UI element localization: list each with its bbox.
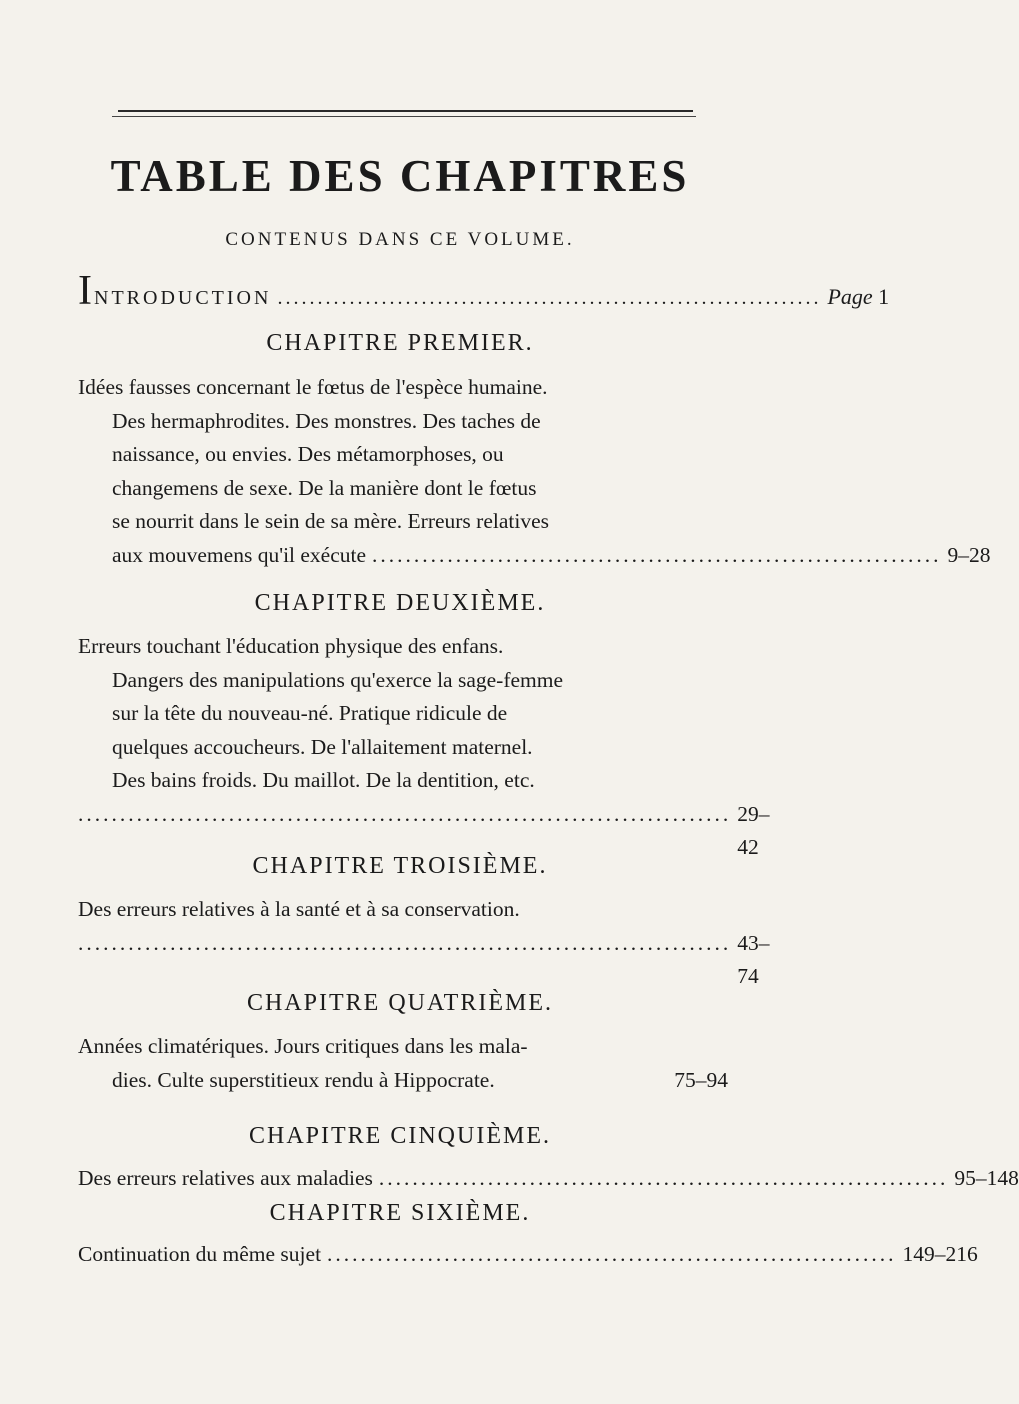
chapter-5-heading: CHAPITRE CINQUIÈME. <box>249 1123 551 1149</box>
page-title: TABLE DES CHAPITRES <box>110 151 690 201</box>
chapter-2-line: Erreurs touchant l'éducation physique des enfans. <box>78 634 504 658</box>
toc-entry-introduction <box>78 268 890 314</box>
chapter-1-last-line <box>78 539 991 573</box>
chapter-3-line: Des erreurs relatives à la santé et à sa conservation. <box>78 897 520 921</box>
chapter-5-pages: 95–148 <box>954 1166 1019 1190</box>
chapter-2-heading: CHAPITRE DEUXIÈME. <box>254 590 546 616</box>
chapter-2-line: Des bains froids. Du maillot. De la dentition, etc. <box>112 768 535 792</box>
introduction-initial: I <box>78 268 92 314</box>
chapter-1-heading: CHAPITRE PREMIER. <box>266 330 534 356</box>
chapter-4-pages: 75–94 <box>674 1067 728 1092</box>
chapter-4-summary <box>78 1030 728 1097</box>
chapter-1-line: naissance, ou envies. Des métamorphoses, ou <box>112 442 504 466</box>
chapter-1-line: Idées fausses concernant le fœtus de l'espèce humaine. <box>78 375 548 399</box>
dot-leader: .................................................................... <box>372 542 942 567</box>
chapter-4-line: dies. Culte superstitieux rendu à Hippocrate. <box>112 1067 495 1092</box>
page-subtitle: CONTENUS DANS CE VOLUME. <box>225 229 575 250</box>
chapter-1-line: Des hermaphrodites. Des monstres. Des taches de <box>112 408 541 433</box>
introduction-label-rest: NTRODUCTION <box>94 287 272 309</box>
top-rule <box>118 110 693 112</box>
dot-leader: .............................................................................. <box>78 930 732 955</box>
chapter-5-line-wrap <box>78 1162 1019 1196</box>
chapter-1-line: se nourrit dans le sein de sa mère. Erreurs relatives <box>112 509 550 533</box>
chapter-2-line: quelques accoucheurs. De l'allaitement maternel. <box>112 734 533 759</box>
chapter-3-summary <box>78 893 770 994</box>
top-rule-thin <box>112 116 696 117</box>
chapter-1-pages: 9–28 <box>947 542 991 567</box>
chapter-6-heading: CHAPITRE SIXIÈME. <box>269 1200 531 1226</box>
chapter-1-line: aux mouvemens qu'il exécute <box>112 542 367 567</box>
dot-leader: .............................................................................. <box>78 801 732 826</box>
chapter-1-line: changemens de sexe. De la manière dont le fœtus <box>112 475 537 500</box>
chapter-5-line: Des erreurs relatives aux maladies <box>78 1166 373 1190</box>
chapter-2-pages: 29–42 <box>737 801 770 859</box>
chapter-4-line: Années climatériques. Jours critiques dans les mala- <box>78 1034 528 1058</box>
chapter-6-line-wrap <box>78 1238 978 1272</box>
chapter-6-summary <box>78 1238 978 1272</box>
chapter-5-summary <box>78 1162 1019 1196</box>
chapter-2-line: sur la tête du nouveau-né. Pratique ridicule de <box>112 701 508 725</box>
introduction-page <box>827 284 889 310</box>
page-label: Page <box>827 284 873 309</box>
chapter-4-heading: CHAPITRE QUATRIÈME. <box>247 990 553 1016</box>
chapter-4-last-line <box>78 1064 728 1098</box>
chapter-1-summary <box>78 371 991 572</box>
chapter-2-line: Dangers des manipulations qu'exerce la sage-femme <box>112 667 564 692</box>
chapter-2-summary <box>78 630 770 865</box>
chapter-3-heading: CHAPITRE TROISIÈME. <box>252 853 548 879</box>
introduction-label <box>78 270 271 312</box>
chapter-3-pages-line <box>78 927 770 994</box>
chapter-3-pages: 43–74 <box>737 930 770 988</box>
introduction-page-number: 1 <box>878 284 890 309</box>
dot-leader: .................................................................... <box>327 1242 897 1266</box>
dot-leader: .................................................................... <box>277 287 822 309</box>
chapter-6-pages: 149–216 <box>902 1242 978 1266</box>
dot-leader: .................................................................... <box>378 1166 949 1190</box>
chapter-6-line: Continuation du même sujet <box>78 1242 322 1266</box>
